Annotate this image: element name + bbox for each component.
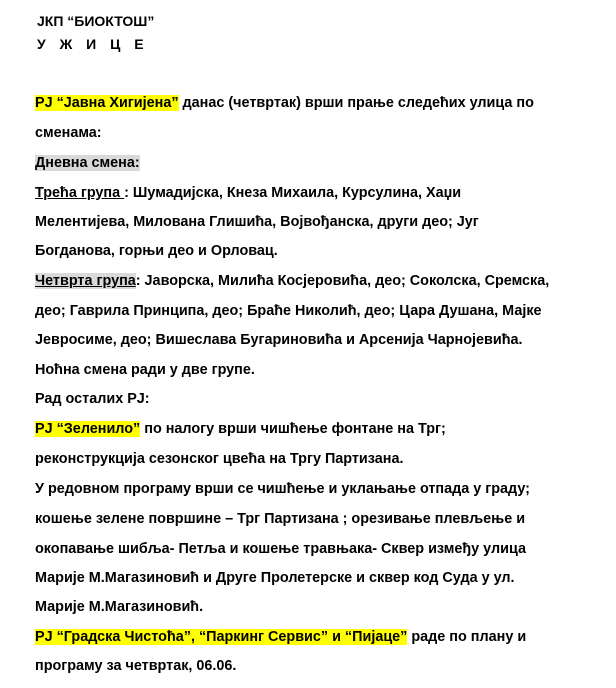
paragraph-line-1 (35, 93, 534, 113)
paragraph-line-6: Богданова, горњи део и Орловац. (35, 243, 278, 259)
company-name: ЈКП “БИОКТОШ” (37, 13, 155, 29)
line-1-text: данас (четвртак) врши прање следећих улица по (178, 95, 534, 111)
unit-name-zelenilo: PJ “Зеленило” (35, 421, 141, 437)
unit-name-javna-higijena: PJ “Јавна Хигијена” (35, 95, 179, 111)
paragraph-line-8: део; Гаврила Принципа, део; Браће Николић, део; Цара Душана, Мајке (35, 303, 542, 319)
city-name: У Ж И Ц Е (37, 36, 149, 52)
line-4-text: : Шумадијска, Кнеза Михаила, Курсулина, Хаџи (124, 185, 462, 201)
paragraph-line-5: Мелентијева, Милована Глишића, Војвођанска, други део; Југ (35, 214, 479, 230)
line-7-text: : Јаворска, Милића Косјеровића, део; Соколска, Сремска, (135, 273, 550, 289)
paragraph-line-13: реконструкција сезонског цвећа на Тргу Партизана. (35, 451, 404, 467)
line-19-text: раде по плану и (407, 629, 527, 645)
line-12-text: по налогу врши чишћење фонтане на Трг; (140, 421, 446, 437)
paragraph-line-4 (35, 183, 461, 203)
day-shift-heading (35, 153, 140, 173)
fourth-group-label: Четврта група (35, 273, 136, 289)
paragraph-line-16: окопавање шибља- Петља и кошење травњака- Сквер између улица (35, 541, 526, 557)
paragraph-line-19 (35, 627, 526, 647)
paragraph-line-17: Марије М.Магазиновић и Друге Пролетерске и сквер код Суда у ул. (35, 570, 515, 586)
third-group-label: Трећа група (35, 185, 125, 201)
paragraph-line-12 (35, 419, 446, 439)
paragraph-line-14: У редовном програму врши се чишћење и уклањање отпада у граду; (35, 481, 530, 497)
paragraph-line-18: Марије М.Магазиновић. (35, 599, 204, 615)
paragraph-line-15: кошење зелене површине – Трг Партизана ; орезивање плевљење и (35, 511, 526, 527)
paragraph-line-9: Јевросиме, део; Вишеслава Бугариновића и Арсенија Чарнојевића. (35, 332, 523, 348)
day-shift-label: Дневна смена: (35, 155, 140, 171)
paragraph-line-20: програму за четвртак, 06.06. (35, 658, 237, 674)
paragraph-line-10: Ноћна смена ради у две групе. (35, 362, 255, 378)
paragraph-line-11: Рад осталих PJ: (35, 391, 150, 407)
paragraph-line-2: сменама: (35, 125, 102, 141)
unit-names-gradska-cistoca: PJ “Градска Чистоћа”, “Паркинг Сервис” и “Пијаце” (35, 629, 408, 645)
paragraph-line-7 (35, 271, 549, 291)
